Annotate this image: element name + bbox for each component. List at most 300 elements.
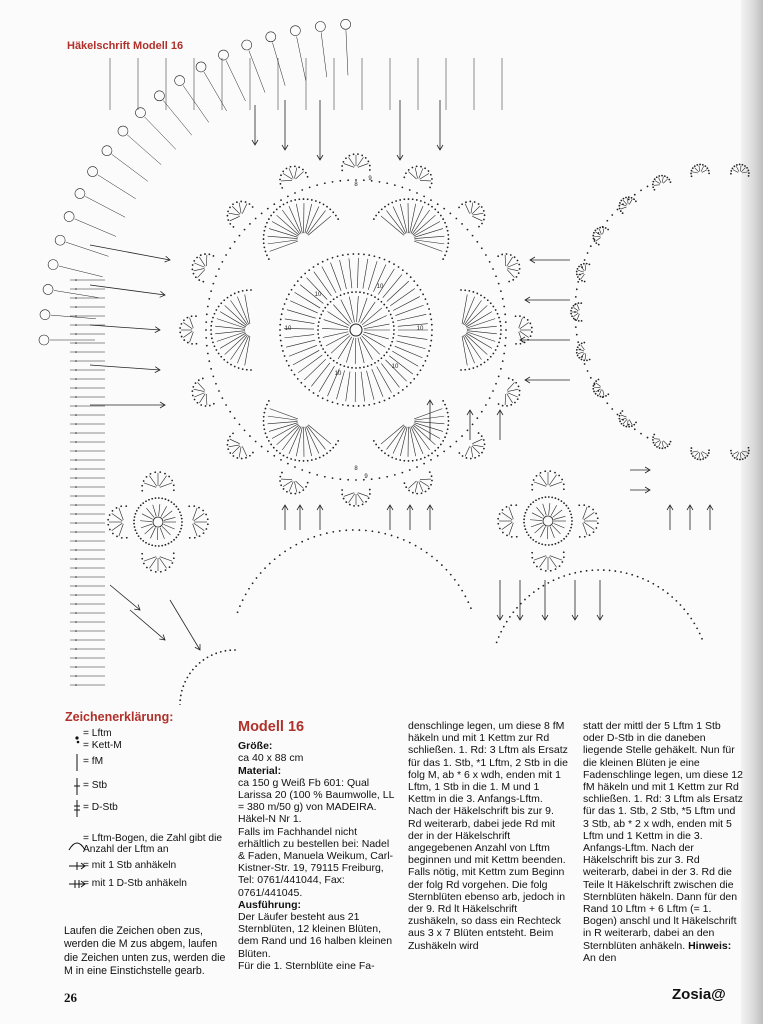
right-scallop-petal <box>742 451 748 452</box>
small-flower-chain <box>541 497 543 499</box>
inner-chain-ring <box>347 254 349 256</box>
right-scallop-petal <box>623 425 625 427</box>
petal-outline <box>437 211 439 213</box>
right-scallop-chain <box>590 377 592 379</box>
small-flower-petal <box>515 504 517 506</box>
small-flower-chain <box>535 499 537 501</box>
outer-scallop <box>305 486 307 488</box>
outer-scallop <box>497 255 499 257</box>
small-flower-chain <box>571 520 573 522</box>
outer-scallop <box>358 505 360 507</box>
petal-outline <box>268 400 270 402</box>
petal-outline <box>448 420 450 422</box>
petal-outline <box>468 368 470 370</box>
small-flower-chain <box>538 498 540 500</box>
inner-chain-ring <box>431 334 433 336</box>
row-number-label: 10 <box>391 364 399 370</box>
inner-chain-ring <box>347 405 349 407</box>
right-scallop-petal <box>571 315 573 317</box>
inner-chain-ring <box>304 386 306 388</box>
small-flower-stitches <box>531 523 542 527</box>
center-chain-ring <box>383 304 385 306</box>
outer-scallop <box>294 165 296 167</box>
bottom-scallop-chain <box>657 586 659 588</box>
corner-scallop-chain <box>179 699 181 701</box>
corner-scallop-chain <box>184 681 186 683</box>
small-flower-chain <box>569 530 571 532</box>
petal-outline <box>212 341 214 343</box>
bottom-scallop-chain <box>512 611 514 613</box>
petal-outline <box>444 222 446 224</box>
outer-chain-ring <box>498 283 500 285</box>
border-stitches <box>85 196 125 217</box>
outer-scallop <box>341 165 343 167</box>
small-flower-petal <box>112 513 123 520</box>
outer-scallop <box>369 493 371 495</box>
outer-scallop <box>506 405 508 407</box>
right-scallop-petal <box>699 459 701 461</box>
legend-item-text: = Lftm <box>83 728 112 739</box>
right-scallop-petal <box>732 455 734 457</box>
bottom-scallop-chain <box>586 570 588 572</box>
center-chain-ring <box>363 366 365 368</box>
outer-scallop <box>470 458 472 460</box>
outer-scallop <box>191 343 193 345</box>
outer-scallop <box>230 216 240 221</box>
outer-scallop <box>345 157 347 159</box>
center-stitches <box>324 320 349 328</box>
inner-stitches <box>361 372 365 402</box>
petal-outline <box>384 206 386 208</box>
small-flower-petal <box>540 568 542 570</box>
right-scallop-petal <box>635 200 637 202</box>
right-scallop-petal <box>578 320 580 322</box>
outer-scallop <box>191 315 193 317</box>
right-scallop-petal <box>581 342 583 344</box>
right-scallop-petal <box>708 452 710 454</box>
petal-stitches <box>464 300 481 325</box>
bottom-scallop-chain <box>553 579 555 581</box>
bottom-scallop-chain <box>264 567 266 569</box>
petal-stitches <box>414 421 444 423</box>
right-scallop-petal <box>595 242 597 244</box>
petal-outline <box>403 460 405 462</box>
petal-outline <box>220 356 222 358</box>
outer-scallop <box>249 203 251 205</box>
center-chain-ring <box>351 291 353 293</box>
border-chain <box>75 639 77 641</box>
small-flower-petal <box>112 523 123 530</box>
inner-stitches <box>395 346 423 358</box>
legend-item <box>64 798 236 832</box>
border-chain <box>75 306 77 308</box>
petal-stitches <box>307 211 325 235</box>
border-chain <box>75 441 77 443</box>
petal-outline <box>381 450 383 452</box>
outer-chain-ring <box>401 186 403 188</box>
outer-scallop <box>523 317 525 319</box>
small-flower-chain <box>175 537 177 539</box>
border-stitches <box>297 37 306 81</box>
petal-outline <box>227 297 229 299</box>
outer-scallop <box>507 269 514 277</box>
right-scallop-petal <box>605 395 607 397</box>
small-flower-chain <box>565 536 567 538</box>
small-flower-chain <box>134 516 136 518</box>
bottom-scallop-chain <box>446 569 448 571</box>
small-flower-petal <box>539 475 546 486</box>
inner-stitches <box>397 314 426 321</box>
small-flower-petal <box>193 524 197 536</box>
right-scallop-chain <box>577 341 579 343</box>
outer-scallop <box>227 219 229 221</box>
right-scallop-petal <box>586 359 588 361</box>
inner-chain-ring <box>291 369 293 371</box>
petal-outline <box>476 293 478 295</box>
right-scallop-petal <box>571 307 573 309</box>
small-flower-petal <box>563 483 565 485</box>
right-scallop-petal <box>736 458 738 460</box>
petal-outline <box>497 345 499 347</box>
small-flower-petal <box>168 476 170 478</box>
petal-outline <box>279 452 281 454</box>
border-stitches <box>112 154 148 181</box>
inner-chain-ring <box>280 340 282 342</box>
outer-scallop <box>200 254 202 256</box>
small-flower-stitches <box>146 508 154 517</box>
bottom-scallop-chain <box>569 573 571 575</box>
outer-scallop <box>465 201 467 203</box>
right-scallop-chain <box>640 189 642 191</box>
inner-chain-ring <box>300 276 302 278</box>
outer-chain-ring <box>449 213 451 215</box>
small-flower-petal <box>207 523 209 525</box>
center-chain-ring <box>333 360 335 362</box>
petal-stitches <box>268 421 298 423</box>
corner-scallop-chain <box>234 649 236 651</box>
small-flower-chain <box>138 507 140 509</box>
petal-outline <box>230 294 232 296</box>
outer-scallop <box>357 494 363 503</box>
right-scallop-petal <box>669 443 671 445</box>
border-chain <box>75 333 77 335</box>
outer-chain-ring <box>485 404 487 406</box>
small-flower-chain <box>538 542 540 544</box>
outer-scallop <box>473 213 484 215</box>
outer-chain-ring <box>394 184 396 186</box>
petal-outline <box>326 206 328 208</box>
small-flower-petal <box>160 571 162 573</box>
bottom-scallop-chain <box>542 585 544 587</box>
small-flower-petal <box>144 483 156 487</box>
right-scallop-chain <box>590 245 592 247</box>
execution-text: Der Läufer besteht aus 21 Sternblüten, 12 kleinen Blüten, dem Rand und 16 halben kleinen Blüten. <box>238 911 393 960</box>
inner-stitches <box>290 301 317 313</box>
petal-outline <box>279 206 281 208</box>
bottom-scallop-chain <box>454 579 456 581</box>
small-flower-chain <box>570 527 572 529</box>
petal-outline <box>263 428 265 430</box>
right-scallop-petal <box>664 175 666 177</box>
right-scallop-petal <box>580 302 582 304</box>
right-scallop-petal <box>656 176 658 178</box>
right-scallop-chain <box>628 198 630 200</box>
petal-outline <box>270 444 272 446</box>
outer-scallop <box>198 382 205 390</box>
corner-scallop-chain <box>181 690 183 692</box>
right-scallop-petal <box>652 181 654 183</box>
right-scallop-petal <box>600 396 602 398</box>
inner-chain-ring <box>313 392 315 394</box>
bottom-scallop-chain <box>574 572 576 574</box>
bottom-scallop-chain <box>637 576 639 578</box>
right-scallop-petal <box>577 304 579 310</box>
right-scallop-petal <box>589 359 591 361</box>
center-chain-ring <box>317 333 319 335</box>
small-flower-stitches <box>550 527 554 538</box>
right-scallop-chain <box>617 209 619 211</box>
small-flower-petal <box>107 524 109 526</box>
outer-scallop <box>357 157 363 166</box>
petal-outline <box>495 349 497 351</box>
right-scallop-petal <box>697 458 699 460</box>
outer-scallop <box>405 172 407 174</box>
right-scallop-chain <box>577 281 579 283</box>
outer-scallop <box>510 404 512 406</box>
corner-scallop-chain <box>182 685 184 687</box>
outer-scallop <box>281 187 283 189</box>
petal-stitches <box>414 241 442 251</box>
outer-chain-ring <box>309 186 311 188</box>
petal-outline <box>263 246 265 248</box>
right-scallop-petal <box>602 396 604 398</box>
right-scallop-petal <box>732 167 734 169</box>
inner-stitches <box>357 258 358 288</box>
petal-outline <box>495 309 497 311</box>
center-stitches <box>322 328 348 329</box>
inner-chain-ring <box>430 340 432 342</box>
row-number-label: 9 <box>368 176 372 182</box>
border-chain <box>75 450 77 452</box>
right-scallop-petal <box>659 447 661 449</box>
outer-chain-ring <box>495 383 497 385</box>
outer-scallop <box>280 174 282 176</box>
small-flower-petal <box>502 512 513 519</box>
legend-item <box>64 874 236 890</box>
right-scallop-petal <box>696 164 698 166</box>
small-flower-petal <box>173 484 175 486</box>
outer-scallop <box>236 201 238 203</box>
outer-scallop <box>233 455 235 457</box>
small-flower-petal <box>173 557 175 559</box>
join-arrow <box>130 610 165 640</box>
center-chain-ring <box>374 296 376 298</box>
small-flower-chain <box>145 542 147 544</box>
outer-scallop <box>183 323 192 329</box>
petal-stitches <box>268 240 298 244</box>
border-picot <box>175 76 185 86</box>
border-picot <box>48 260 58 270</box>
right-scallop-petal <box>666 177 668 179</box>
outer-scallop <box>420 173 429 179</box>
small-flower-chain <box>179 531 181 533</box>
right-scallop-petal <box>596 238 601 242</box>
border-stitches <box>226 60 245 101</box>
small-flower-chain <box>541 543 543 545</box>
inner-chain-ring <box>388 397 390 399</box>
outer-chain-ring <box>210 290 212 292</box>
border-picot <box>135 108 145 118</box>
small-flower-stitches <box>554 516 566 519</box>
bottom-scallop-chain <box>693 622 695 624</box>
petal-stitches <box>463 297 474 325</box>
outer-scallop <box>229 436 231 438</box>
column-2-text: denschlinge legen, um diese 8 fM häkeln und mit 1 Kettm zur Rd schließen. 1. Rd: 3 Lftm als Ersatz für das 1. Stb, *1 Lftm, 2 Stb in die folg M, ab * 6 x wdh, enden mit 1 Lftm, 1 Stb in die 1. M und 1 Kettm in die 3. Anfangs-Lftm. Nach der Häkelschrift bis zur 9. Rd weiterarb, dabei jede Rd mit der in der Häkelschrift angegebenen Anzahl von Lftm beginnen und mit Kettm beenden. Falls nötig, mit Kettm zum Beginn der folg Rd vorgehen. Die folg Sternblüten ebenso arb, jedoch in der 9. Rd lt Häkelschrift zushäkeln, so dass ein Rechteck aus 3 x 7 Blüten entsteht. Beim Zushäkeln wird <box>408 720 568 952</box>
border-chain <box>75 576 77 578</box>
right-scallop-petal <box>578 349 584 351</box>
small-flower-petal <box>160 483 172 487</box>
small-flower-petal <box>592 509 594 511</box>
size-value: ca 40 x 88 cm <box>238 752 304 765</box>
petal-outline <box>266 404 268 406</box>
outer-scallop <box>420 481 429 487</box>
small-flower-stitches <box>164 524 175 529</box>
outer-scallop <box>369 165 371 167</box>
outer-scallop <box>472 216 482 221</box>
outer-scallop <box>465 204 470 214</box>
petal-outline <box>210 329 212 331</box>
border-picot <box>341 19 351 29</box>
outer-scallop <box>241 458 243 460</box>
right-scallop-chain <box>587 370 589 372</box>
right-scallop-petal <box>747 169 749 171</box>
petal-outline <box>263 230 265 232</box>
outer-scallop <box>196 257 198 259</box>
petal-outline <box>375 444 377 446</box>
inner-stitches <box>397 341 426 349</box>
outer-chain-ring <box>472 235 474 237</box>
right-scallop-petal <box>583 263 585 265</box>
small-flower-petal <box>502 532 504 534</box>
outer-chain-ring <box>495 275 497 277</box>
petal-outline <box>487 359 489 361</box>
right-scallop-petal <box>670 441 672 443</box>
inner-stitches <box>330 263 341 291</box>
legend-item <box>64 832 236 856</box>
small-flower-petal <box>516 536 518 538</box>
right-scallop-petal <box>629 199 632 204</box>
small-flower-chain <box>545 544 547 546</box>
right-scallop-petal <box>654 178 656 180</box>
outer-scallop <box>227 210 229 212</box>
right-scallop-petal <box>621 207 627 209</box>
small-flower-petal <box>159 558 166 569</box>
inner-chain-ring <box>393 263 395 265</box>
outer-scallop <box>516 276 518 278</box>
outer-scallop <box>361 155 363 157</box>
small-flower-petal <box>497 523 499 525</box>
legend-item-text: = Lftm-Bogen, die Zahl gibt die Anzahl der Lftm an <box>83 833 223 855</box>
right-scallop-petal <box>578 352 584 354</box>
outer-scallop <box>368 497 370 499</box>
bottom-scallop-chain <box>558 577 560 579</box>
outer-chain-ring <box>261 446 263 448</box>
right-scallop-petal <box>628 196 630 198</box>
small-flower-chain <box>563 502 565 504</box>
small-flower-petal <box>597 517 599 519</box>
right-scallop-petal <box>736 452 739 457</box>
outer-scallop <box>281 472 283 474</box>
inner-chain-ring <box>406 273 408 275</box>
right-scallop-petal <box>704 165 706 167</box>
small-flower-petal <box>189 537 191 539</box>
border-picot <box>266 32 276 42</box>
border-chain <box>75 594 77 596</box>
right-scallop-chain <box>647 186 649 188</box>
center-chain-ring <box>319 317 321 319</box>
inner-chain-ring <box>420 369 422 371</box>
small-flower-chain <box>525 512 527 514</box>
right-scallop-petal <box>622 410 624 412</box>
outer-chain-ring <box>461 435 463 437</box>
petal-outline <box>329 208 331 210</box>
petal-stitches <box>411 206 423 233</box>
small-flower-petal <box>531 552 533 554</box>
petal-stitches <box>410 204 416 233</box>
right-scallop-petal <box>670 181 672 183</box>
small-flower-petal <box>549 557 556 568</box>
center-chain-ring <box>391 317 393 319</box>
outer-scallop <box>181 323 183 325</box>
outer-scallop <box>527 319 529 321</box>
right-scallop-petal <box>653 434 655 436</box>
center-chain-ring <box>317 329 319 331</box>
small-flower-chain <box>145 500 147 502</box>
small-flower-petal <box>150 473 152 475</box>
page-title: Häkelschrift Modell 16 <box>67 40 184 52</box>
source-text: Falls im Fachhandel nicht erhältlich zu bestellen bei: Nadel & Faden, Manuela Weikum, Carl-Kistner-Str. 19, 79115 Freiburg, Tel: 0761/441044, Fax: 0761/441045. <box>238 825 394 899</box>
outer-scallop <box>514 402 516 404</box>
right-scallop-petal <box>730 450 732 452</box>
petal-outline <box>428 204 430 206</box>
petal-outline <box>447 416 449 418</box>
inner-stitches <box>289 345 317 356</box>
outer-scallop <box>357 153 359 155</box>
center-chain-ring <box>377 298 379 300</box>
right-scallop-petal <box>739 164 741 166</box>
bottom-scallop-chain <box>699 633 701 635</box>
bottom-scallop-chain <box>441 564 443 566</box>
petal-stitches <box>245 295 250 325</box>
right-scallop-petal <box>741 168 745 172</box>
center-chain-ring <box>390 314 392 316</box>
petal-outline <box>332 447 334 449</box>
outer-scallop <box>531 331 533 333</box>
right-scallop-petal <box>653 442 655 444</box>
outer-scallop <box>478 432 480 434</box>
outer-scallop <box>232 432 234 434</box>
outer-scallop <box>349 504 351 506</box>
border-chain <box>75 360 77 362</box>
petal-outline <box>263 238 265 240</box>
border-chain <box>75 540 77 542</box>
small-flower-chain <box>523 518 525 520</box>
bottom-scallop-chain <box>609 570 611 572</box>
right-scallop-petal <box>598 379 600 381</box>
petal-outline <box>286 202 288 204</box>
border-chain <box>75 378 77 380</box>
outer-scallop <box>508 268 519 270</box>
